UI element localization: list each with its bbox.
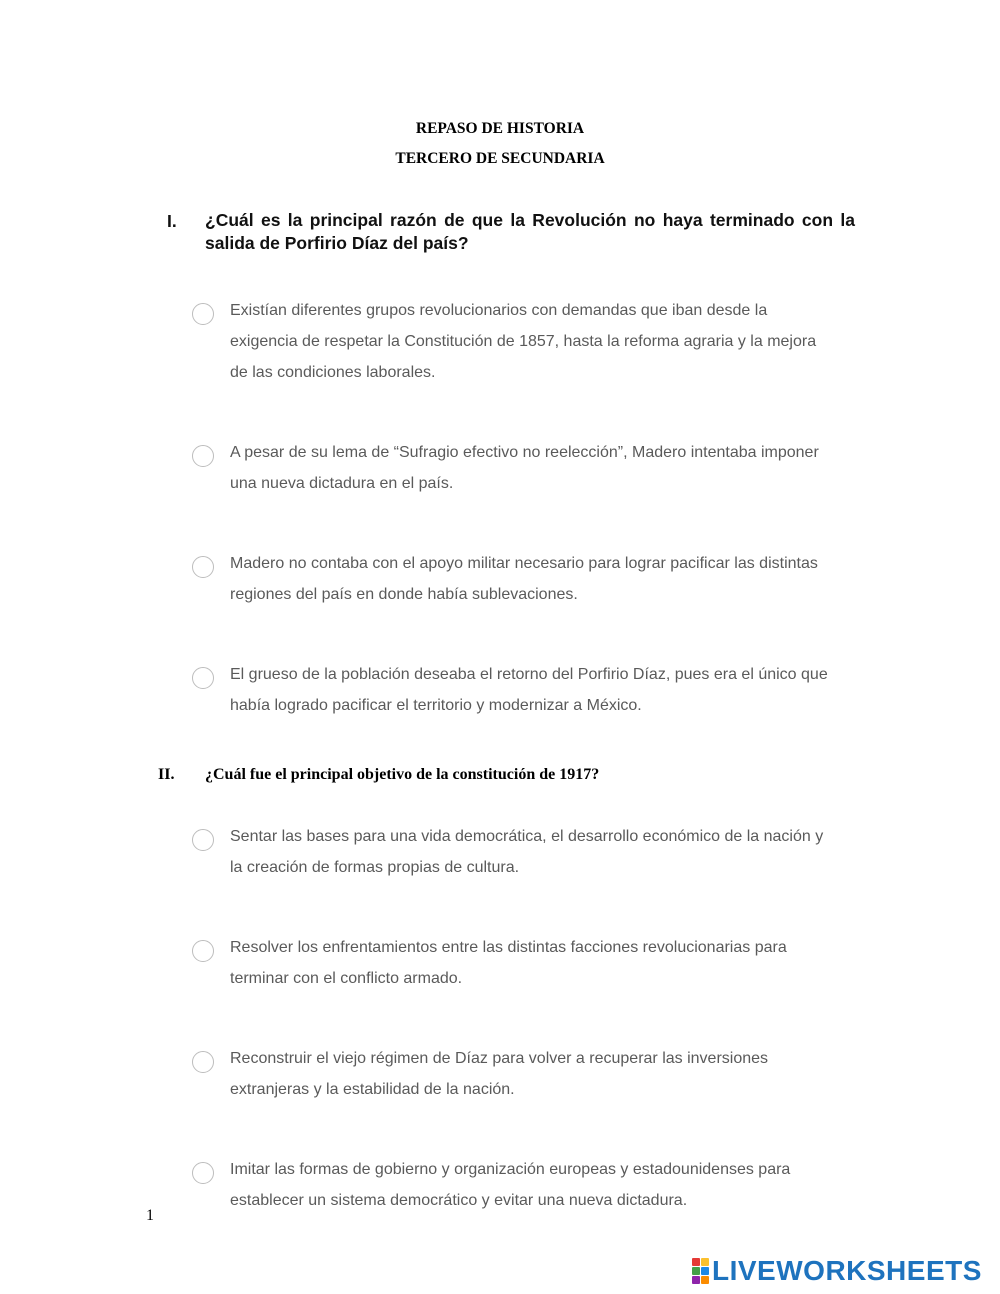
logo-grid-icon [692,1258,709,1284]
option-text: A pesar de su lema de “Sufragio efectivo no reelección”, Madero intentaba imponer una nueva dictadura en el país. [230,444,819,492]
option-text: Sentar las bases para una vida democrática, el desarrollo económico de la nación y la creación de formas propias de cultura. [230,828,824,876]
radio-button[interactable] [192,445,214,467]
page-number: 1 [146,1207,154,1224]
radio-button[interactable] [192,1162,214,1184]
option-text: Existían diferentes grupos revolucionarios con demandas que iban desde la exigencia de respetar la Constitución de 1857, hasta la reforma agraria y la mejora de las condiciones laborales. [230,302,817,381]
option-text: Reconstruir el viejo régimen de Díaz para volver a recuperar las inversiones extranjeras y la estabilidad de la nación. [230,1050,769,1098]
radio-button[interactable] [192,556,214,578]
radio-button[interactable] [192,667,214,689]
question-2-number: II. [158,766,175,783]
liveworksheets-logo [692,1255,982,1287]
radio-button[interactable] [192,303,214,325]
question-2-text: ¿Cuál fue el principal objetivo de la constitución de 1917? [205,766,600,783]
radio-button[interactable] [192,1051,214,1073]
question-1-number: I. [167,211,177,231]
page-subtitle: TERCERO DE SECUNDARIA [395,150,605,167]
option-text: Resolver los enfrentamientos entre las distintas facciones revolucionarias para terminar con el conflicto armado. [230,939,787,987]
page-title: REPASO DE HISTORIA [415,120,585,137]
logo-text: LIVEWORKSHEETS [712,1255,982,1286]
option-text: Imitar las formas de gobierno y organización europeas y estadounidenses para establecer un sistema democrático y evitar una nueva dictadura. [230,1161,791,1209]
radio-button[interactable] [192,829,214,851]
option-text: El grueso de la población deseaba el retorno del Porfirio Díaz, pues era el único que había logrado pacificar el territorio y modernizar a México. [230,666,828,714]
option-text: Madero no contaba con el apoyo militar necesario para lograr pacificar las distintas regiones del país en donde había sublevaciones. [230,555,818,603]
radio-button[interactable] [192,940,214,962]
question-1-text: ¿Cuál es la principal razón de que la Revolución no haya terminado con la salida de Porfirio Díaz del país? [205,210,855,253]
